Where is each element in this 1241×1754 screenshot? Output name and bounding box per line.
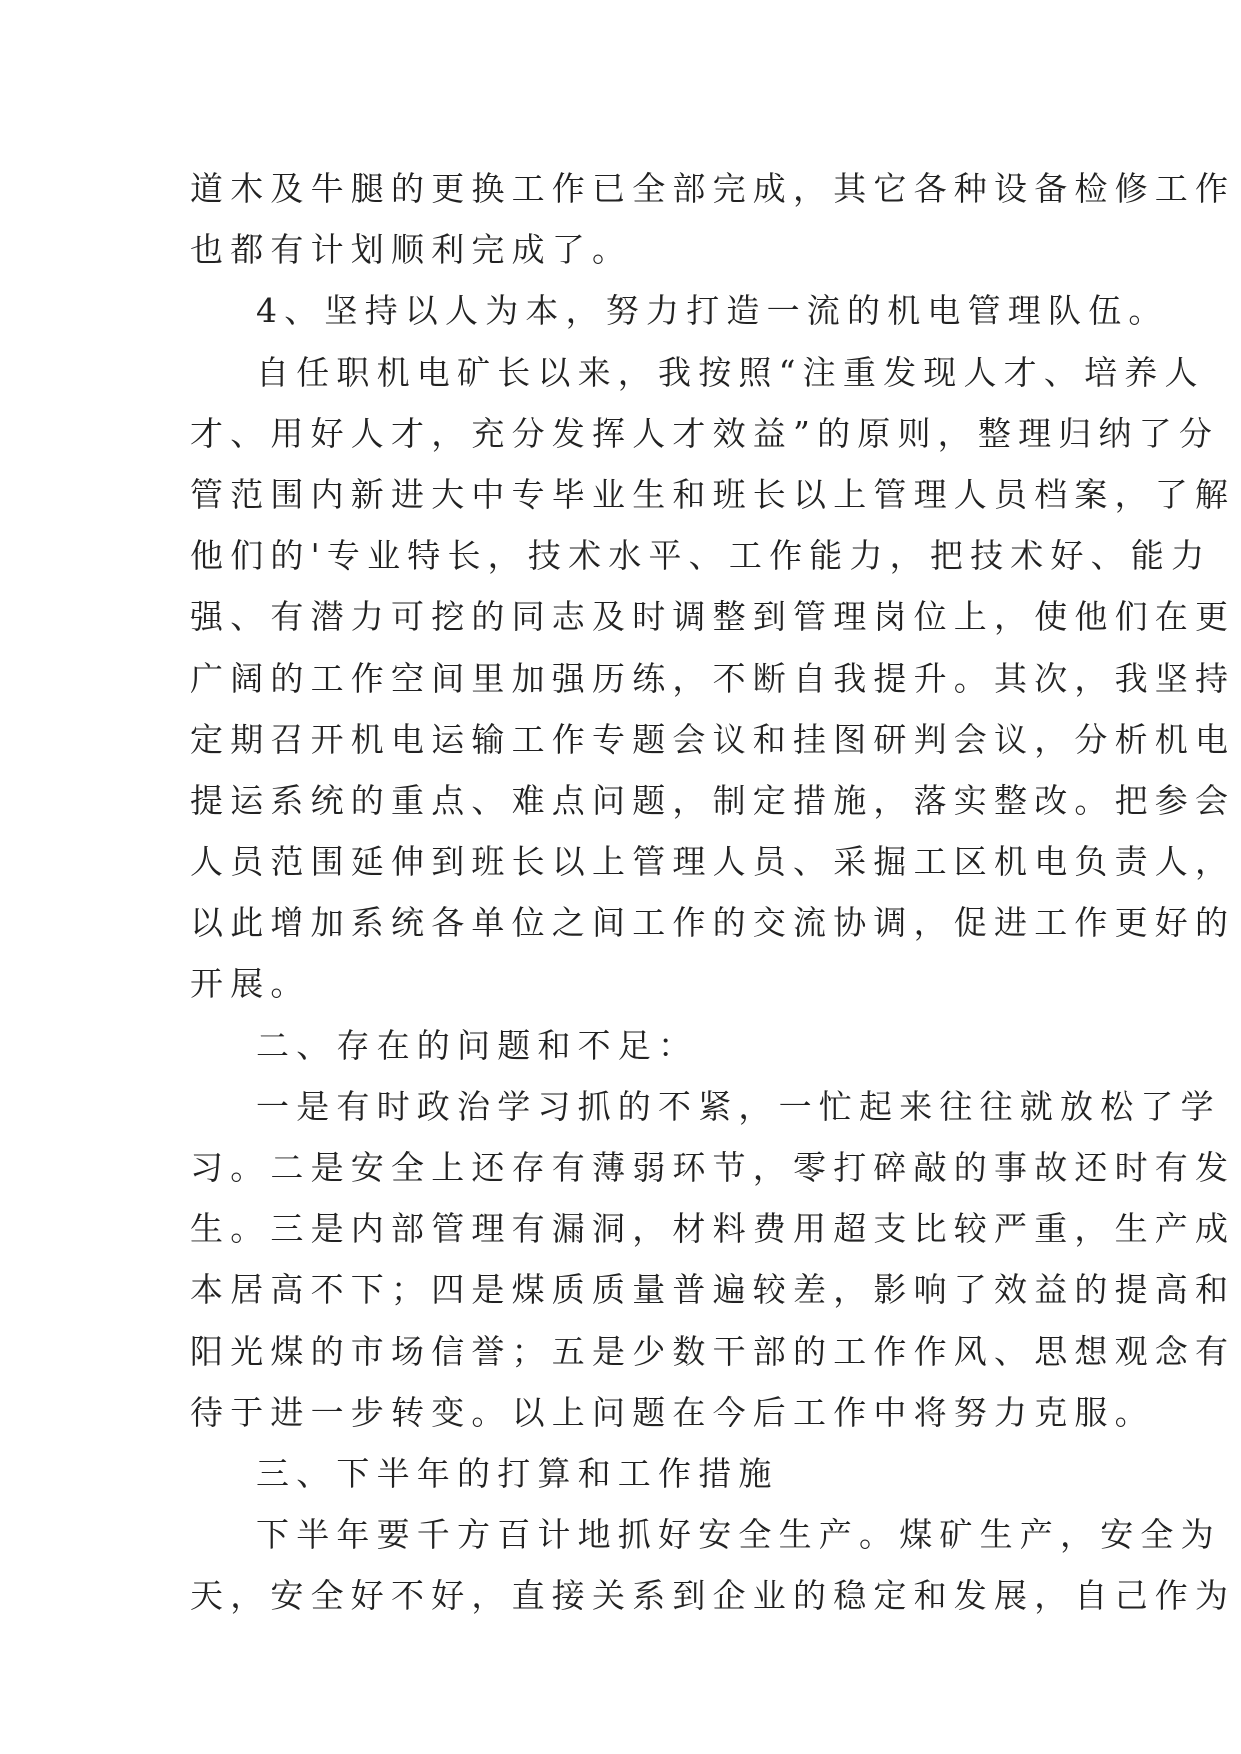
text-line: 天，安全好不好，直接关系到企业的稳定和发展，自己作为 [190,1576,1236,1616]
text-line: 下半年要千方百计地抓好安全生产。煤矿生产，安全为 [256,1515,1221,1555]
text-line: 管范围内新进大中专毕业生和班长以上管理人员档案，了解 [190,474,1236,514]
section-heading: 三、下半年的打算和工作措施 [256,1453,779,1493]
text-line: 强、有潜力可挖的同志及时调整到管理岗位上，使他们在更 [190,597,1236,637]
text-line: 阳光煤的市场信誉；五是少数干部的工作作风、思想观念有 [190,1331,1236,1371]
text-line: 定期召开机电运输工作专题会议和挂图研判会议，分析机电 [190,719,1236,759]
text-line: 习。二是安全上还存有薄弱环节，零打碎敲的事故还时有发 [190,1148,1236,1187]
text-line: 提运系统的重点、难点问题，制定措施，落实整改。把参会 [190,780,1236,820]
text-line: 广阔的工作空间里加强历练，不断自我提升。其次，我坚持 [190,658,1236,698]
section-heading: 4、坚持以人为本，努力打造一流的机电管理队伍。 [256,291,1169,331]
text-line: 开展。 [190,964,311,1004]
text-line: 也都有计划顺利完成了。 [190,230,633,270]
text-line: 以此增加系统各单位之间工作的交流协调，促进工作更好的 [190,903,1236,943]
text-line: 待于进一步转变。以上问题在今后工作中将努力克服。 [190,1392,1155,1432]
text-line: 他们的'专业特长，技术水平、工作能力，把技术好、能力 [190,536,1212,576]
text-line: 生。三是内部管理有漏洞，材料费用超支比较严重，生产成 [190,1209,1236,1249]
text-line: 才、用好人才，充分发挥人才效益”的原则，整理归纳了分 [190,413,1220,453]
text-line: 道木及牛腿的更换工作已全部完成，其它各种设备检修工作 [190,169,1236,208]
text-line: 本居高不下；四是煤质质量普遍较差，影响了效益的提高和 [190,1270,1236,1310]
text-line: 一是有时政治学习抓的不紧，一忙起来往往就放松了学 [256,1086,1221,1126]
section-heading: 二、存在的问题和不足： [256,1025,699,1065]
document-body [190,158,1236,1627]
text-line: 自任职机电矿长以来，我按照“注重发现人才、培养人 [256,352,1205,392]
text-line: 人员范围延伸到班长以上管理人员、采掘工区机电负责人， [190,842,1236,882]
